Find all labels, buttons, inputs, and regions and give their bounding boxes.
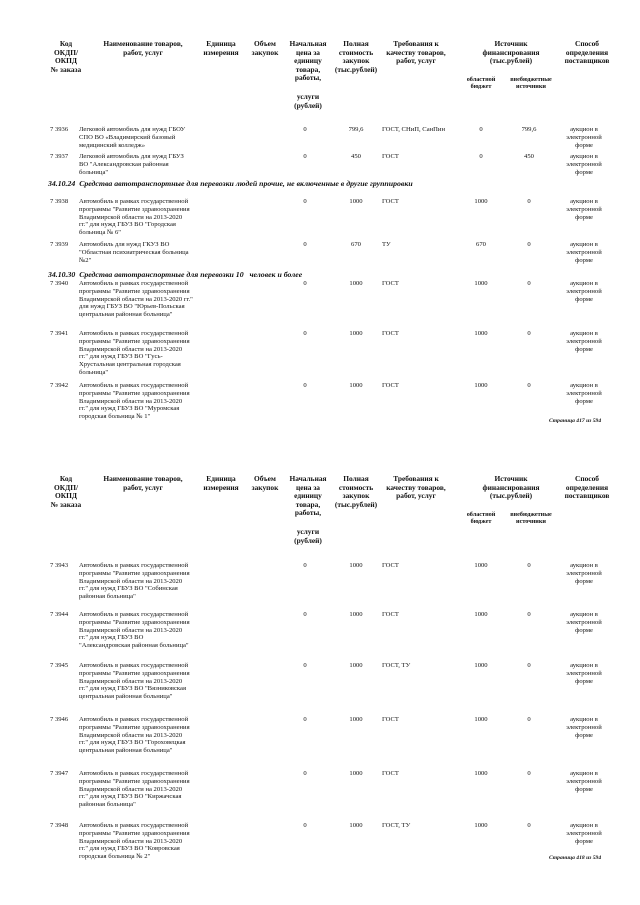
- row-method: аукцион в электронной форме: [566, 770, 602, 793]
- row-code: 7 3942: [50, 382, 69, 389]
- row-total: 670: [351, 241, 361, 248]
- row-price: 0: [303, 241, 307, 248]
- row-name: Автомобиль в рамках государственной программы "Развитие здравоохранения Владимирской области на 2013-2020 гг." для нужд ГБУЗ ВО "Ковровская городская больница № 2": [79, 822, 190, 861]
- row-reg: 670: [476, 241, 486, 248]
- row-reg: 1000: [474, 198, 488, 205]
- p2-h-volume: Объем закупок: [251, 474, 279, 492]
- row-req: ГОСТ: [382, 198, 399, 205]
- row-reg: 1000: [474, 822, 488, 829]
- row-method: аукцион в электронной форме: [566, 241, 602, 264]
- row-extra: 0: [527, 330, 531, 337]
- row-method: аукцион в электронной форме: [566, 382, 602, 405]
- row-price: 0: [303, 280, 307, 287]
- row-req: ТУ: [382, 241, 391, 248]
- row-name: Автомобиль в рамках государственной программы "Развитие здравоохранения Владимирской области на 2013-2020 гг." для нужд ГБУЗ ВО "Киржачская районная больница": [79, 770, 190, 809]
- row-extra: 799,6: [521, 126, 537, 133]
- row-req: ГОСТ, ТУ: [382, 662, 411, 669]
- row-code: 7 3943: [50, 562, 69, 569]
- row-req: ГОСТ: [382, 562, 399, 569]
- p2-h-price2: услуги (рублей): [294, 527, 322, 545]
- row-reg: 1000: [474, 330, 488, 337]
- row-extra: 0: [527, 716, 531, 723]
- row-reg: 0: [479, 126, 483, 133]
- row-price: 0: [303, 153, 307, 160]
- row-price: 0: [303, 382, 307, 389]
- row-method: аукцион в электронной форме: [566, 198, 602, 221]
- row-total: 1000: [349, 716, 363, 723]
- row-reg: 1000: [474, 382, 488, 389]
- row-reg: 0: [479, 153, 483, 160]
- row-req: ГОСТ, СНиП, СанПин: [382, 126, 445, 133]
- p1-h-code: Код ОКДП/ ОКПД № заказа: [50, 39, 82, 74]
- row-method: аукцион в электронной форме: [566, 153, 602, 176]
- row-name: Автомобиль в рамках государственной программы "Развитие здравоохранения Владимирской области на 2013-2020 гг." для нужд ГБУЗ ВО "Гороховецкая центральная районная больница": [79, 716, 190, 755]
- row-method: аукцион в электронной форме: [566, 126, 602, 149]
- row-method: аукцион в электронной форме: [566, 330, 602, 353]
- row-code: 7 3946: [50, 716, 69, 723]
- row-total: 450: [351, 153, 361, 160]
- row-name: Автомобиль в рамках государственной программы "Развитие здравоохранения Владимирской области на 2013-2020 гг." для нужд ГБУЗ ВО "Александровская районная больница": [79, 611, 190, 650]
- row-extra: 450: [524, 153, 534, 160]
- row-total: 1000: [349, 562, 363, 569]
- row-extra: 0: [527, 562, 531, 569]
- row-price: 0: [303, 822, 307, 829]
- row-reg: 1000: [474, 562, 488, 569]
- row-total: 1000: [349, 330, 363, 337]
- p2-h-source: Источник финансирования (тыс.рублей): [482, 474, 540, 501]
- group-title-2: 34.10.30 Средства автотранспортные для перевозки 10 человек и более: [48, 270, 303, 279]
- p2-h-regional: областной бюджет: [466, 511, 496, 525]
- row-code: 7 3937: [50, 153, 69, 160]
- row-name: Автомобиль в рамках государственной программы "Развитие здравоохранения Владимирской области на 2013-2020 гг." для нужд ГБУЗ ВО "Городская больница № 6": [79, 198, 190, 237]
- page-number-1: Страница 417 из 594: [549, 418, 602, 424]
- row-code: 7 3941: [50, 330, 69, 337]
- row-code: 7 3945: [50, 662, 69, 669]
- row-extra: 0: [527, 662, 531, 669]
- p1-h-req: Требования к качеству товаров, работ, услуг: [386, 39, 446, 66]
- row-code: 7 3947: [50, 770, 69, 777]
- page-number-2: Страница 418 из 594: [549, 855, 602, 861]
- row-code: 7 3938: [50, 198, 69, 205]
- row-req: ГОСТ: [382, 153, 399, 160]
- p1-h-extra: внебюджетные источники: [510, 76, 552, 90]
- row-name: Автомобиль в рамках государственной программы "Развитие здравоохранения Владимирской области на 2013-2020 гг." для нужд ГБУЗ ВО "Гусь- Хрустальная центральная городская больница": [79, 330, 190, 376]
- row-price: 0: [303, 330, 307, 337]
- row-price: 0: [303, 662, 307, 669]
- p2-h-total: Полная стоимость закупок (тыс.рублей): [334, 474, 378, 509]
- p2-h-name: Наименование товаров, работ, услуг: [103, 474, 183, 492]
- row-price: 0: [303, 611, 307, 618]
- group-title-1: 34.10.24 Средства автотранспортные для перевозки людей прочие, не включенные в другие группировки: [48, 179, 413, 188]
- row-code: 7 3936: [50, 126, 69, 133]
- row-price: 0: [303, 126, 307, 133]
- row-code: 7 3944: [50, 611, 69, 618]
- row-name: Автомобиль в рамках государственной программы "Развитие здравоохранения Владимирской области на 2013-2020 гг." для нужд ГБУЗ ВО "Вязниковская центральная районная больница": [79, 662, 190, 701]
- row-reg: 1000: [474, 611, 488, 618]
- row-reg: 1000: [474, 280, 488, 287]
- p1-h-price2: услуги (рублей): [294, 92, 322, 110]
- row-total: 1000: [349, 198, 363, 205]
- row-req: ГОСТ: [382, 280, 399, 287]
- row-req: ГОСТ: [382, 716, 399, 723]
- row-reg: 1000: [474, 716, 488, 723]
- row-price: 0: [303, 198, 307, 205]
- row-name: Автомобиль для нужд ГКУЗ ВО "Областная психиатрическая больница №2": [79, 241, 189, 264]
- p1-h-source: Источник финансирования (тыс.рублей): [482, 39, 540, 66]
- row-method: аукцион в электронной форме: [566, 716, 602, 739]
- p1-h-method: Способ определения поставщиков: [564, 39, 610, 66]
- row-method: аукцион в электронной форме: [566, 662, 602, 685]
- row-total: 1000: [349, 662, 363, 669]
- row-method: аукцион в электронной форме: [566, 280, 602, 303]
- row-req: ГОСТ: [382, 330, 399, 337]
- row-extra: 0: [527, 241, 531, 248]
- row-req: ГОСТ: [382, 382, 399, 389]
- row-reg: 1000: [474, 770, 488, 777]
- row-name: Автомобиль в рамках государственной программы "Развитие здравоохранения Владимирской области на 2013-2020 гг." для нужд ГБУЗ ВО "Муромская городская больница № 1": [79, 382, 190, 421]
- row-req: ГОСТ: [382, 611, 399, 618]
- row-req: ГОСТ, ТУ: [382, 822, 411, 829]
- row-code: 7 3939: [50, 241, 69, 248]
- p2-h-req: Требования к качеству товаров, работ, услуг: [386, 474, 446, 501]
- row-extra: 0: [527, 198, 531, 205]
- row-total: 1000: [349, 382, 363, 389]
- p2-h-price: Начальная цена за единицу товара, работы,: [289, 474, 327, 518]
- p2-h-code: Код ОКДП/ ОКПД № заказа: [50, 474, 82, 509]
- row-name: Автомобиль в рамках государственной программы "Развитие здравоохранения Владимирской области на 2013-2020 гг." для нужд ГБУЗ ВО "Юрьев-Польская центральная районная больница": [79, 280, 193, 319]
- row-req: ГОСТ: [382, 770, 399, 777]
- row-extra: 0: [527, 770, 531, 777]
- row-extra: 0: [527, 280, 531, 287]
- row-reg: 1000: [474, 662, 488, 669]
- row-price: 0: [303, 716, 307, 723]
- row-total: 1000: [349, 770, 363, 777]
- p1-h-name: Наименование товаров, работ, услуг: [103, 39, 183, 57]
- row-extra: 0: [527, 611, 531, 618]
- p2-h-method: Способ определения поставщиков: [564, 474, 610, 501]
- row-method: аукцион в электронной форме: [566, 822, 602, 845]
- p1-h-price: Начальная цена за единицу товара, работы,: [289, 39, 327, 83]
- p1-h-regional: областной бюджет: [466, 76, 496, 90]
- p1-h-total: Полная стоимость закупок (тыс.рублей): [334, 39, 378, 74]
- row-total: 1000: [349, 822, 363, 829]
- row-name: Легковой автомобиль для нужд ГБОУ СПО ВО «Владимирский базовый медицинский колледж»: [79, 126, 186, 149]
- row-code: 7 3948: [50, 822, 69, 829]
- row-extra: 0: [527, 822, 531, 829]
- row-price: 0: [303, 562, 307, 569]
- p1-h-unit: Единица измерения: [203, 39, 239, 57]
- row-method: аукцион в электронной форме: [566, 611, 602, 634]
- row-name: Легковой автомобиль для нужд ГБУЗ ВО "Александровская районная больница": [79, 153, 184, 176]
- row-total: 1000: [349, 280, 363, 287]
- row-code: 7 3940: [50, 280, 69, 287]
- row-extra: 0: [527, 382, 531, 389]
- p2-h-extra: внебюджетные источники: [510, 511, 552, 525]
- row-total: 799,6: [348, 126, 364, 133]
- row-method: аукцион в электронной форме: [566, 562, 602, 585]
- row-total: 1000: [349, 611, 363, 618]
- p1-h-volume: Объем закупок: [251, 39, 279, 57]
- row-price: 0: [303, 770, 307, 777]
- p2-h-unit: Единица измерения: [203, 474, 239, 492]
- row-name: Автомобиль в рамках государственной программы "Развитие здравоохранения Владимирской области на 2013-2020 гг." для нужд ГБУЗ ВО "Собинская районная больница": [79, 562, 190, 601]
